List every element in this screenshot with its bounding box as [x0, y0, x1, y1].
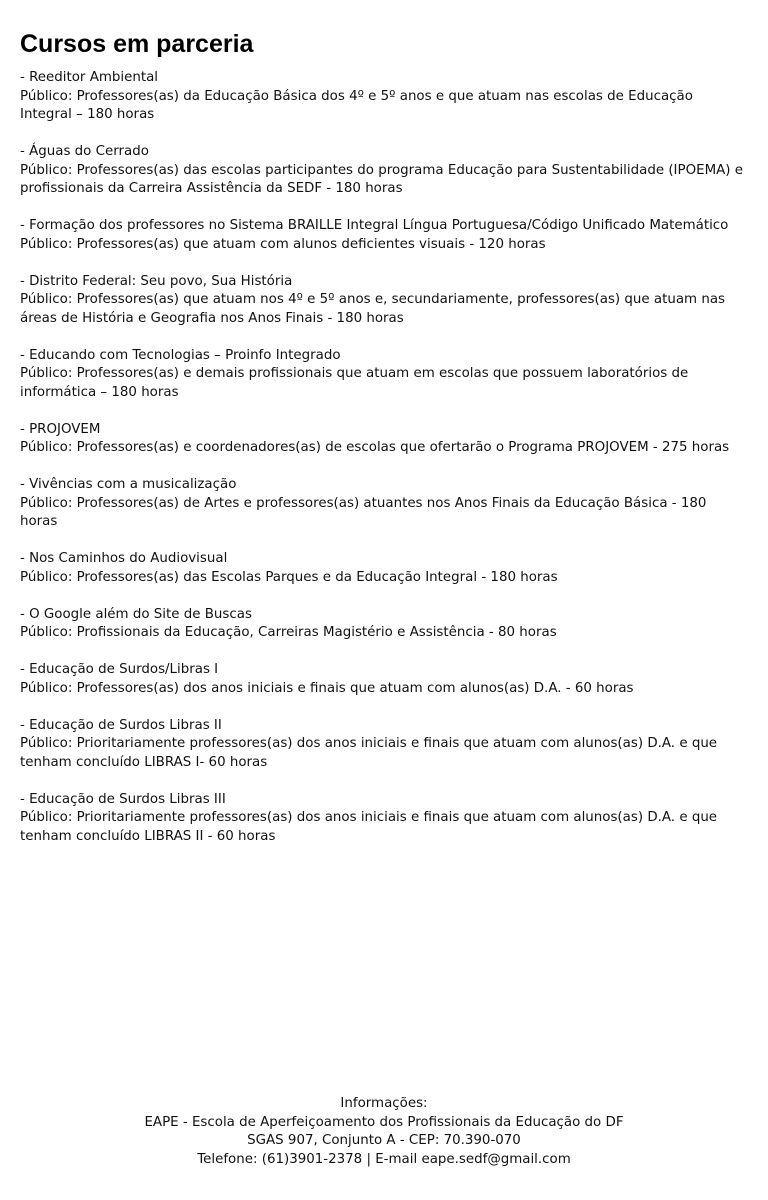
course-audience: Público: Profissionais da Educação, Carreiras Magistério e Assistência - 80 horas — [20, 625, 557, 640]
course-item — [20, 661, 748, 698]
course-name: - Educação de Surdos Libras III — [20, 791, 226, 807]
contact-footer — [0, 1095, 768, 1169]
course-item — [20, 550, 748, 587]
course-item — [20, 606, 748, 643]
page-title: Cursos em parceria — [20, 30, 254, 58]
course-name: - O Google além do Site de Buscas — [20, 606, 252, 622]
course-name: - Reeditor Ambiental — [20, 70, 159, 85]
course-audience: Público: Professores(as) que atuam com alunos deficientes visuais - 120 horas — [20, 236, 546, 252]
course-audience: Público: Prioritariamente professores(as) dos anos iniciais e finais que atuam com alunos(as) D.A. e que tenham concluído LIBRAS I- 60 horas — [20, 736, 718, 770]
course-list — [20, 69, 748, 865]
course-name: - Formação dos professores no Sistema BRAILLE Integral Língua Portuguesa/Código Unificado Matemático — [20, 218, 729, 233]
course-item — [20, 217, 748, 254]
course-name: - Distrito Federal: Seu povo, Sua História — [20, 273, 293, 289]
footer-organization: EAPE - Escola de Aperfeiçoamento dos Profissionais da Educação do DF — [144, 1114, 624, 1130]
course-audience: Público: Professores(as) de Artes e professores(as) atuantes nos Anos Finais da Educação Básica - 180 horas — [20, 495, 707, 529]
course-item — [20, 143, 748, 199]
course-audience: Público: Professores(as) que atuam nos 4º e 5º anos e, secundariamente, professores(as) que atuam nas áreas de História e Geografia nos Anos Finais - 180 horas — [20, 292, 725, 326]
footer-contact: Telefone: (61)3901-2378 | E-mail eape.sedf@gmail.com — [197, 1151, 571, 1167]
course-audience: Público: Professores(as) e demais profissionais que atuam em escolas que possuem laboratórios de informática – 180 horas — [20, 366, 689, 400]
course-item — [20, 476, 748, 532]
course-item — [20, 69, 748, 125]
footer-heading: Informações: — [340, 1096, 428, 1111]
course-name: - Educando com Tecnologias – Proinfo Integrado — [20, 347, 341, 363]
course-name: - Nos Caminhos do Audiovisual — [20, 551, 228, 566]
course-audience: Público: Prioritariamente professores(as) dos anos iniciais e finais que atuam com alunos(as) D.A. e que tenham concluído LIBRAS II - 60 horas — [20, 810, 718, 844]
course-audience: Público: Professores(as) das escolas participantes do programa Educação para Sustentabilidade (IPOEMA) e profissionais da Carreira Assistência da SEDF - 180 horas — [20, 162, 744, 196]
course-name: - PROJOVEM — [20, 421, 101, 437]
course-name: - Vivências com a musicalização — [20, 477, 237, 492]
course-item — [20, 791, 748, 847]
course-item — [20, 421, 748, 458]
footer-address: SGAS 907, Conjunto A - CEP: 70.390-070 — [247, 1133, 521, 1148]
course-name: - Educação de Surdos/Libras I — [20, 662, 219, 677]
course-name: - Águas do Cerrado — [20, 144, 149, 159]
course-item — [20, 347, 748, 403]
course-audience: Público: Professores(as) e coordenadores(as) de escolas que ofertarão o Programa PROJOVEM - 275 horas — [20, 440, 730, 455]
course-audience: Público: Professores(as) das Escolas Parques e da Educação Integral - 180 horas — [20, 569, 558, 585]
course-item — [20, 717, 748, 773]
course-name: - Educação de Surdos Libras II — [20, 717, 222, 733]
course-audience: Público: Professores(as) da Educação Básica dos 4º e 5º anos e que atuam nas escolas de Educação Integral – 180 horas — [20, 88, 693, 122]
course-audience: Público: Professores(as) dos anos iniciais e finais que atuam com alunos(as) D.A. - 60 horas — [20, 680, 634, 696]
course-item — [20, 273, 748, 329]
